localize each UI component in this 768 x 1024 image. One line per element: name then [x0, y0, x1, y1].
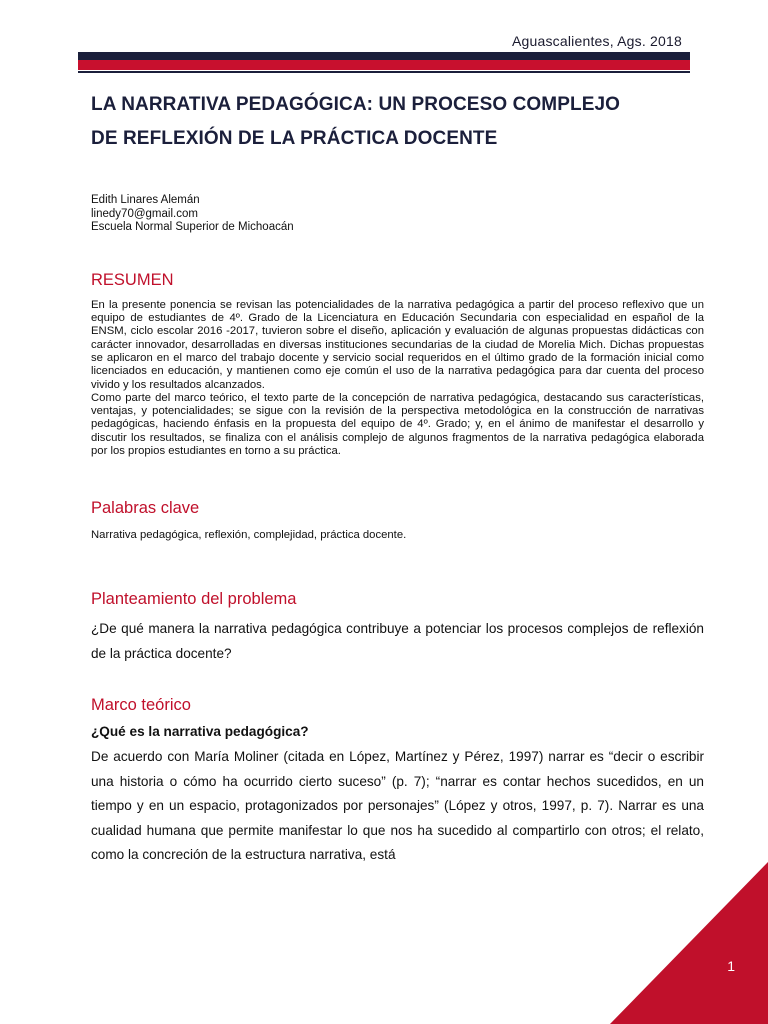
theory-subheading: ¿Qué es la narrativa pedagógica? — [91, 724, 309, 740]
problem-heading: Planteamiento del problema — [91, 590, 297, 609]
header-band-navy — [78, 52, 690, 60]
title-line-1: LA NARRATIVA PEDAGÓGICA: UN PROCESO COMPLEJO — [91, 94, 621, 115]
theory-paragraph: De acuerdo con María Moliner (citada en López, Martínez y Pérez, 1997) narrar es “decir o escribir una historia o cómo ha ocurrido cierto suceso” (p. 7); “narrar es contar hechos sucedidos, en un tiempo y en un espacio, protagonizados por personajes” (López y otros, 1997, p. 7). Narrar es una cualidad humana que permite manifestar lo que nos ha sucedido al compartirlo con otros; el relato, como la concreción de la estructura narrativa, está — [91, 749, 704, 863]
abstract-paragraph-1: En la presente ponencia se revisan las potencialidades de la narrativa pedagógica a partir del proceso reflexivo que un equipo de estudiantes de 4º. Grado de la Licenciatura en Educación Secundaria con especialidad en español de la ENSM, ciclo escolar 2016 -2017, tuvieron sobre el diseño, aplicación y evaluación de algunas propuestas didácticas con carácter innovador, desarrolladas en diversas instituciones secundarias de la ciudad de Morelia Mich. Dichas propuestas se aplicaron en el marco del trabajo docente y servicio social requeridos en el último grado de la formación inicial como licenciados en educación, y mantienen como eje común el uso de la narrativa pedagógica para dar cuenta del proceso vivido y los resultados alcanzados. — [91, 298, 704, 391]
resumen-heading: RESUMEN — [91, 270, 174, 289]
title-line-2: DE REFLEXIÓN DE LA PRÁCTICA DOCENTE — [91, 128, 498, 149]
header-band-line — [78, 71, 690, 73]
header-location: Aguascalientes, Ags. 2018 — [511, 33, 682, 49]
author-name: Edith Linares Alemán — [91, 194, 200, 206]
author-block — [91, 194, 704, 235]
abstract — [91, 299, 704, 459]
theory-heading: Marco teórico — [91, 696, 191, 715]
corner-triangle-shape — [610, 862, 768, 1024]
document-body — [91, 88, 704, 868]
header-band-red — [78, 60, 690, 70]
keywords-heading: Palabras clave — [91, 499, 200, 518]
page-number: 1 — [727, 958, 735, 974]
abstract-paragraph-2: Como parte del marco teórico, el texto parte de la concepción de narrativa pedagógica, destacando sus características, ventajas, y potencialidades; se sigue con la revisión de la perspectiva metodológica en la construcción de narrativas pedagógicas, haciendo énfasis en la propuesta del equipo de 4º. Grado; y, en el ánimo de manifestar el desarrollo y discutir los resultados, se finaliza con el análisis complejo de algunos fragmentos de la narrativa pedagógica elaborada por los propios estudiantes en torno a su práctica. — [91, 391, 704, 458]
author-institution: Escuela Normal Superior de Michoacán — [91, 221, 294, 234]
keywords-text: Narrativa pedagógica, reflexión, complejidad, práctica docente. — [91, 529, 407, 542]
problem-question: ¿De qué manera la narrativa pedagógica contribuye a potenciar los procesos complejos de reflexión de la práctica docente? — [91, 621, 704, 661]
corner-triangle-decoration — [610, 862, 768, 1024]
paper-title — [91, 88, 704, 156]
author-email: linedy70@gmail.com — [91, 207, 198, 220]
